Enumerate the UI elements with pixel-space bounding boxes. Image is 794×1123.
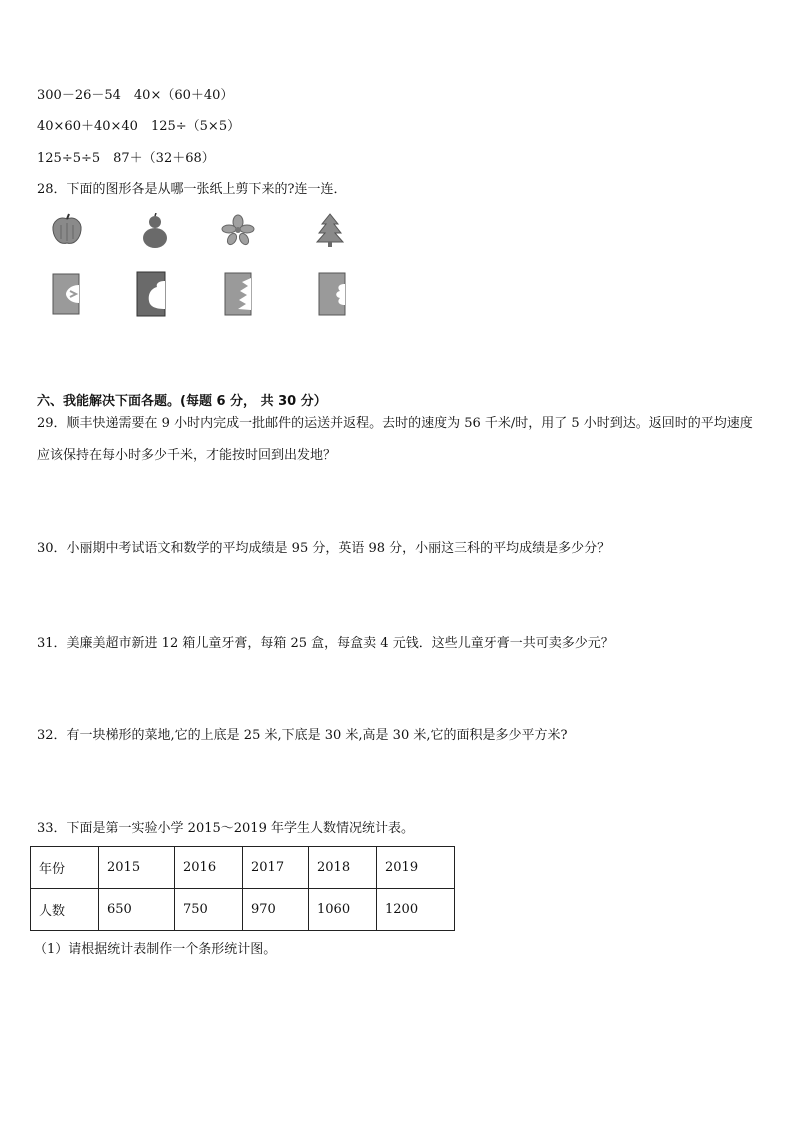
folded-paper-gourd-icon bbox=[136, 271, 166, 317]
table-header-cell: 年份 bbox=[31, 847, 99, 889]
gourd-cutout-icon bbox=[140, 213, 170, 249]
table-header-cell: 2016 bbox=[175, 847, 243, 889]
question-28: 28．下面的图形各是从哪一张纸上剪下来的?连一连． bbox=[37, 182, 347, 197]
flower-cutout-icon bbox=[221, 214, 255, 246]
calc-line-2: 40×60＋40×40 125÷（5×5） bbox=[37, 119, 241, 134]
student-count-table bbox=[30, 846, 455, 931]
section-6-heading: 六、我能解决下面各题。(每题 6 分， 共 30 分） bbox=[37, 394, 327, 409]
table-header-cell: 2018 bbox=[309, 847, 377, 889]
calc-line-3: 125÷5÷5 87＋（32＋68） bbox=[37, 151, 215, 166]
table-header-cell: 2015 bbox=[99, 847, 175, 889]
table-cell: 970 bbox=[243, 889, 309, 931]
tree-cutout-icon bbox=[316, 212, 344, 248]
calc-line-1: 300－26－54 40×（60＋40） bbox=[37, 88, 234, 103]
table-row bbox=[31, 847, 455, 889]
table-cell: 1200 bbox=[377, 889, 455, 931]
question-30: 30．小丽期中考试语文和数学的平均成绩是 95 分，英语 98 分，小丽这三科的平均成绩是多少分？ bbox=[37, 541, 611, 556]
table-cell: 人数 bbox=[31, 889, 99, 931]
table-cell: 1060 bbox=[309, 889, 377, 931]
table-header-cell: 2017 bbox=[243, 847, 309, 889]
question-32: 32．有一块梯形的菜地,它的上底是 25 米,下底是 30 米,高是 30 米,它的面积是多少平方米? bbox=[37, 728, 568, 743]
table-cell: 750 bbox=[175, 889, 243, 931]
table-header-cell: 2019 bbox=[377, 847, 455, 889]
folded-paper-flower-icon bbox=[318, 272, 346, 316]
folded-paper-leaf-icon bbox=[52, 273, 80, 315]
question-33: 33．下面是第一实验小学 2015～2019 年学生人数情况统计表。 bbox=[37, 821, 414, 836]
table-row bbox=[31, 889, 455, 931]
question-29: 29．顺丰快递需要在 9 小时内完成一批邮件的运送并返程。去时的速度为 56 千米/时，用了 5 小时到达。返回时的平均速度应该保持在每小时多少千米，才能按时回到出发地？ bbox=[37, 416, 753, 463]
folded-paper-zigzag-icon bbox=[224, 272, 252, 316]
apple-cutout-icon bbox=[50, 213, 84, 247]
table-cell: 650 bbox=[99, 889, 175, 931]
question-33-part-1: （1）请根据统计表制作一个条形统计图。 bbox=[34, 942, 277, 957]
question-31: 31．美廉美超市新进 12 箱儿童牙膏，每箱 25 盒，每盒卖 4 元钱．这些儿童牙膏一共可卖多少元？ bbox=[37, 636, 614, 651]
